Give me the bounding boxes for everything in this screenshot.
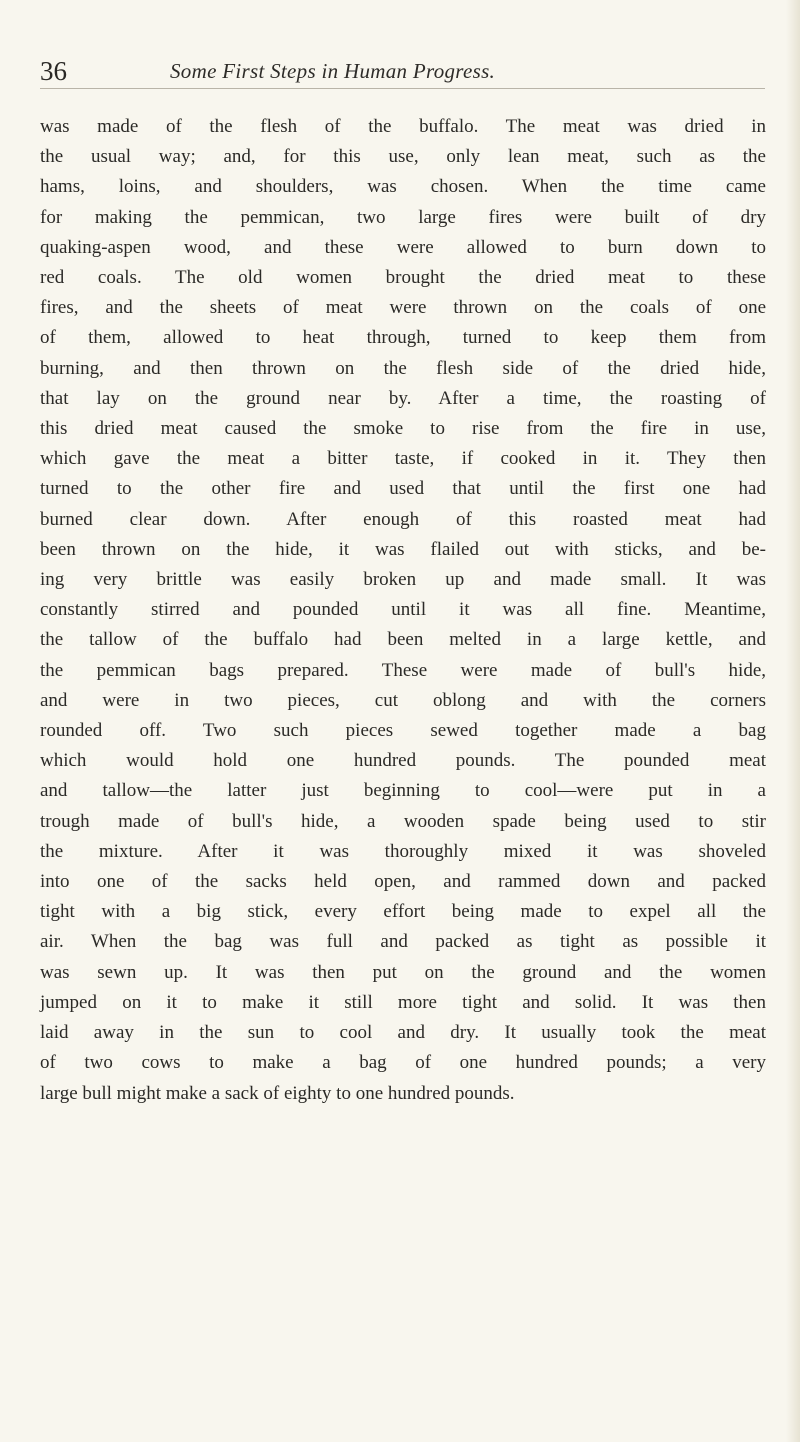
text-line: tight with a big stick, every effort being made to expel all the [40,901,766,923]
text-line: turned to the other fire and used that until the first one had [40,478,766,500]
text-line: the mixture. After it was thoroughly mixed it was shoveled [40,840,766,862]
text-line: air. When the bag was full and packed as tight as possible it [40,931,766,953]
text-line: was made of the flesh of the buffalo. The meat was dried in [40,116,766,137]
text-line: constantly stirred and pounded until it was all fine. Meantime, [40,599,766,621]
text-line: which gave the meat a bitter taste, if cooked in it. They then [40,448,766,470]
text-line: fires, and the sheets of meat were thrown on the coals of one [40,297,766,319]
text-line: ing very brittle was easily broken up and made small. It was [40,569,766,591]
text-line: was sewn up. It was then put on the ground and the women [40,961,766,983]
text-line: hams, loins, and shoulders, was chosen. When the time came [40,176,766,198]
text-line: the tallow of the buffalo had been melted in a large kettle, and [40,629,766,651]
text-line: rounded off. Two such pieces sewed together made a bag [40,720,766,742]
text-line: laid away in the sun to cool and dry. It usually took the meat [40,1022,766,1044]
page-number: 36 [40,56,67,86]
text-line: the usual way; and, for this use, only lean meat, such as the [40,146,766,168]
text-line: that lay on the ground near by. After a time, the roasting of [40,387,766,409]
text-line: burning, and then thrown on the flesh side of the dried hide, [40,357,766,379]
text-line: jumped on it to make it still more tight and solid. It was then [40,991,766,1013]
text-line: trough made of bull's hide, a wooden spade being used to stir [40,810,766,832]
text-line: quaking-aspen wood, and these were allowed to burn down to [40,236,766,258]
running-title: Some First Steps in Human Progress. [170,59,496,83]
text-line: been thrown on the hide, it was flailed out with sticks, and be- [40,538,766,560]
page-header [0,50,800,90]
text-line: of them, allowed to heat through, turned to keep them from [40,327,766,349]
text-line: and tallow—the latter just beginning to cool—were put in a [40,780,766,802]
text-line: and were in two pieces, cut oblong and with the corners [40,689,766,711]
text-line: burned clear down. After enough of this roasted meat had [40,508,766,530]
text-line: which would hold one hundred pounds. The pounded meat [40,750,766,772]
page-edge-shadow [786,0,800,1442]
header-rule [40,88,765,89]
text-line: the pemmican bags prepared. These were made of bull's hide, [40,659,766,681]
body-paragraph [40,112,766,1109]
text-line: into one of the sacks held open, and rammed down and packed [40,871,766,893]
text-line: large bull might make a sack of eighty to one hundred pounds. [40,1082,515,1104]
text-line: red coals. The old women brought the dried meat to these [40,267,766,289]
text-line: of two cows to make a bag of one hundred pounds; a very [40,1052,766,1074]
text-line: this dried meat caused the smoke to rise from the fire in use, [40,418,766,440]
text-line: for making the pemmican, two large fires were built of dry [40,206,766,228]
